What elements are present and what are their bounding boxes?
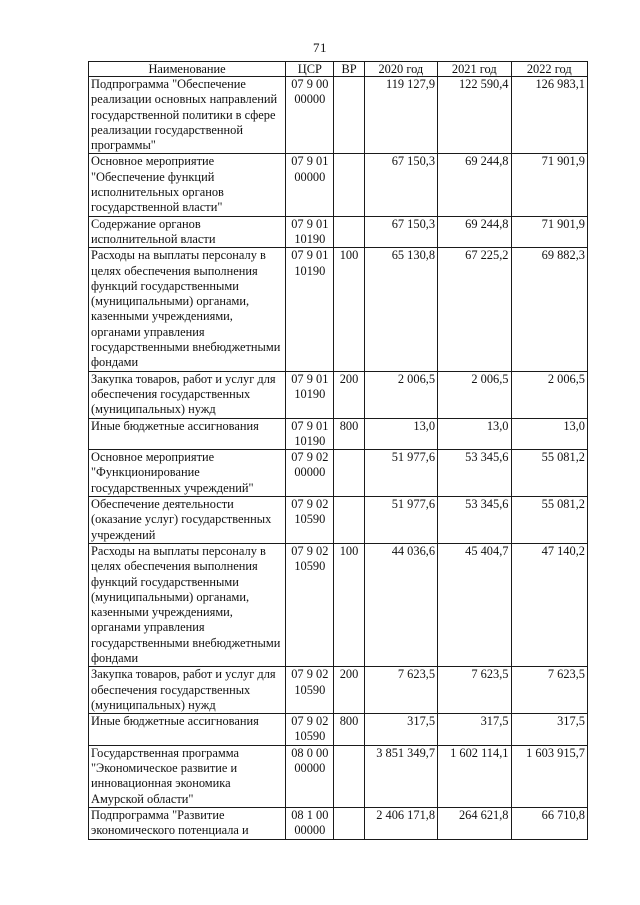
row-csr: 07 9 02 10590	[286, 543, 334, 666]
row-csr: 07 9 02 10590	[286, 497, 334, 544]
row-2022: 71 901,9	[511, 216, 588, 248]
row-2021: 13,0	[438, 418, 511, 450]
row-vr: 200	[334, 371, 364, 418]
row-vr	[334, 450, 364, 497]
row-vr: 100	[334, 248, 364, 371]
row-name: Иные бюджетные ассигнования	[89, 418, 286, 450]
row-name: Подпрограмма "Развитие экономического потенциала и	[89, 807, 286, 839]
row-2020: 3 851 349,7	[364, 745, 437, 807]
row-csr: 07 9 01 10190	[286, 418, 334, 450]
row-2022: 1 603 915,7	[511, 745, 588, 807]
row-name: Обеспечение деятельности (оказание услуг) государственных учреждений	[89, 497, 286, 544]
row-2020: 119 127,9	[364, 77, 437, 154]
row-name: Основное мероприятие "Функционирование государственных учреждений"	[89, 450, 286, 497]
row-vr	[334, 77, 364, 154]
row-2021: 69 244,8	[438, 154, 511, 216]
row-2022: 317,5	[511, 714, 588, 746]
table-row	[89, 216, 588, 248]
table-row	[89, 371, 588, 418]
row-2021: 53 345,6	[438, 450, 511, 497]
table-row	[89, 745, 588, 807]
row-2020: 44 036,6	[364, 543, 437, 666]
row-name: Закупка товаров, работ и услуг для обеспечения государственных (муниципальных) нужд	[89, 371, 286, 418]
row-csr: 07 9 00 00000	[286, 77, 334, 154]
row-2020: 317,5	[364, 714, 437, 746]
row-csr: 08 0 00 00000	[286, 745, 334, 807]
row-csr: 07 9 02 00000	[286, 450, 334, 497]
row-2022: 47 140,2	[511, 543, 588, 666]
row-name: Подпрограмма "Обеспечение реализации основных направлений государственной политики в сфере реализации государственной программы"	[89, 77, 286, 154]
row-2020: 7 623,5	[364, 667, 437, 714]
row-2022: 13,0	[511, 418, 588, 450]
row-2022: 55 081,2	[511, 450, 588, 497]
row-2021: 122 590,4	[438, 77, 511, 154]
row-2021: 1 602 114,1	[438, 745, 511, 807]
row-name: Закупка товаров, работ и услуг для обеспечения государственных (муниципальных) нужд	[89, 667, 286, 714]
row-2021: 69 244,8	[438, 216, 511, 248]
row-2021: 67 225,2	[438, 248, 511, 371]
header-2022: 2022 год	[511, 62, 588, 77]
row-vr	[334, 216, 364, 248]
row-2022: 2 006,5	[511, 371, 588, 418]
row-vr: 100	[334, 543, 364, 666]
row-2021: 2 006,5	[438, 371, 511, 418]
row-csr: 07 9 01 10190	[286, 248, 334, 371]
table-row	[89, 497, 588, 544]
row-2020: 51 977,6	[364, 450, 437, 497]
row-vr: 800	[334, 418, 364, 450]
row-2022: 69 882,3	[511, 248, 588, 371]
row-2020: 13,0	[364, 418, 437, 450]
row-2021: 45 404,7	[438, 543, 511, 666]
row-name: Основное мероприятие "Обеспечение функций исполнительных органов государственной власти"	[89, 154, 286, 216]
row-2022: 71 901,9	[511, 154, 588, 216]
row-csr: 07 9 01 10190	[286, 216, 334, 248]
row-2021: 317,5	[438, 714, 511, 746]
row-name: Расходы на выплаты персоналу в целях обеспечения выполнения функций государственными (муниципальными) органами, казенными учреждениями, органами управления государственными внебюджетными фондами	[89, 543, 286, 666]
row-2020: 2 006,5	[364, 371, 437, 418]
row-csr: 07 9 02 10590	[286, 667, 334, 714]
row-2020: 67 150,3	[364, 154, 437, 216]
row-vr	[334, 745, 364, 807]
row-2022: 126 983,1	[511, 77, 588, 154]
table-row	[89, 154, 588, 216]
row-vr: 800	[334, 714, 364, 746]
row-csr: 07 9 02 10590	[286, 714, 334, 746]
row-name: Иные бюджетные ассигнования	[89, 714, 286, 746]
table-row	[89, 77, 588, 154]
header-2020: 2020 год	[364, 62, 437, 77]
row-vr	[334, 154, 364, 216]
table-row	[89, 450, 588, 497]
table-row	[89, 807, 588, 839]
row-2022: 7 623,5	[511, 667, 588, 714]
row-csr: 08 1 00 00000	[286, 807, 334, 839]
table-header	[89, 62, 588, 77]
row-csr: 07 9 01 10190	[286, 371, 334, 418]
row-2020: 65 130,8	[364, 248, 437, 371]
row-2021: 53 345,6	[438, 497, 511, 544]
row-2020: 51 977,6	[364, 497, 437, 544]
page-bottom-edge	[88, 900, 588, 905]
row-2020: 2 406 171,8	[364, 807, 437, 839]
row-2022: 66 710,8	[511, 807, 588, 839]
table-row	[89, 543, 588, 666]
header-csr: ЦСР	[286, 62, 334, 77]
budget-table	[88, 61, 588, 840]
row-csr: 07 9 01 00000	[286, 154, 334, 216]
header-name: Наименование	[89, 62, 286, 77]
row-2022: 55 081,2	[511, 497, 588, 544]
row-2021: 264 621,8	[438, 807, 511, 839]
row-vr	[334, 497, 364, 544]
row-vr	[334, 807, 364, 839]
row-name: Содержание органов исполнительной власти	[89, 216, 286, 248]
row-2020: 67 150,3	[364, 216, 437, 248]
header-row	[89, 62, 588, 77]
row-vr: 200	[334, 667, 364, 714]
header-2021: 2021 год	[438, 62, 511, 77]
row-2021: 7 623,5	[438, 667, 511, 714]
header-vr: ВР	[334, 62, 364, 77]
table-row	[89, 714, 588, 746]
table-body	[89, 77, 588, 840]
table-row	[89, 418, 588, 450]
table-row	[89, 248, 588, 371]
row-name: Расходы на выплаты персоналу в целях обеспечения выполнения функций государственными (муниципальными) органами, казенными учреждениями, органами управления государственными внебюджетными фондами	[89, 248, 286, 371]
table-row	[89, 667, 588, 714]
page-number: 71	[313, 40, 327, 55]
row-name: Государственная программа "Экономическое развитие и инновационная экономика Амурской области"	[89, 745, 286, 807]
